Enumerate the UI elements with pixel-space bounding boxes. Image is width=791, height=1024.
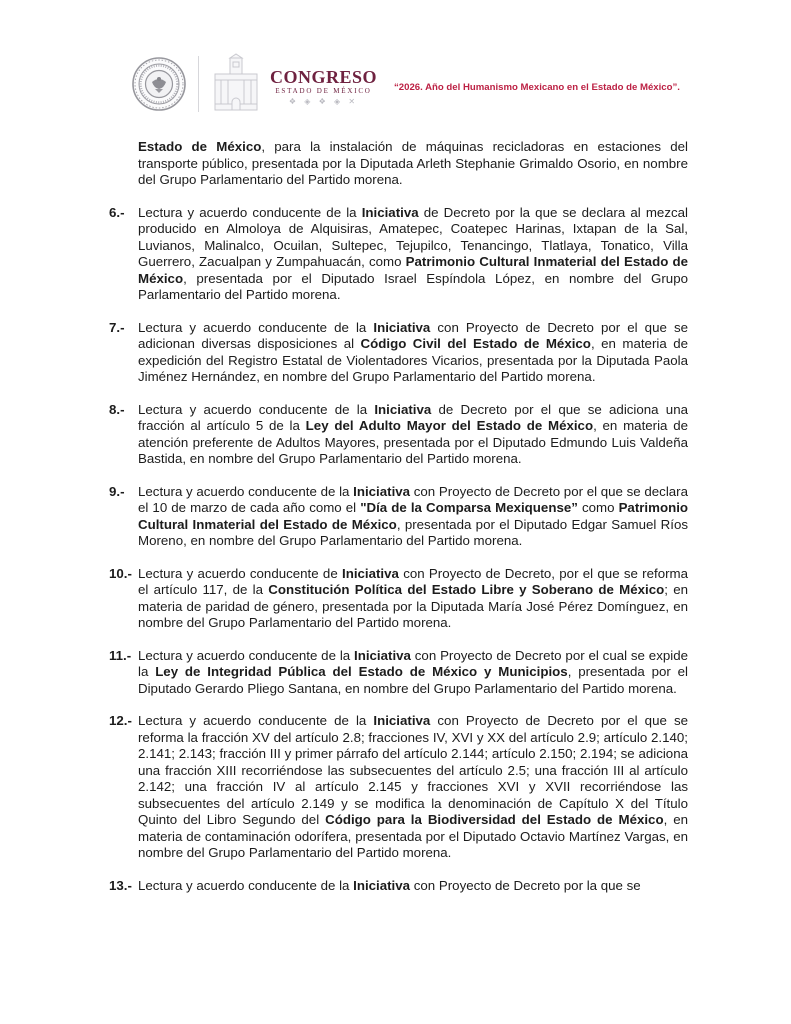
item-text: Lectura y acuerdo conducente de la Iniciativa con Proyecto de Decreto por el que se declara el 10 de marzo de cada año como el "Día de la Comparsa Mexiquense” como Patrimonio Cultural Inmaterial del Estado de México, presentada por el Diputado Edgar Samuel Ríos Moreno, en nombre del Grupo Parlamentario del Partido morena.	[138, 483, 689, 548]
agenda-item	[109, 878, 688, 895]
item-text: Lectura y acuerdo conducente de Iniciativa con Proyecto de Decreto, por el que se reforma el artículo 117, de la Constitución Política del Estado Libre y Soberano de México; en materia de paridad de género, presentada por la Diputada María José Pérez Domínguez, en nombre del Grupo Parlamentario del Partido morena.	[138, 565, 688, 630]
agenda-document	[109, 139, 688, 894]
item-number: 7.-	[109, 319, 125, 335]
congress-wordmark-subtitle: ESTADO DE MÉXICO	[275, 87, 372, 95]
congress-wordmark-group	[270, 68, 377, 106]
item-number: 6.-	[109, 204, 125, 220]
item-number: 8.-	[109, 401, 125, 417]
agenda-item	[109, 402, 688, 468]
year-slogan: “2026. Año del Humanismo Mexicano en el Estado de México”.	[394, 82, 680, 93]
item-number: 9.-	[109, 483, 125, 499]
item-text: Lectura y acuerdo conducente de la Iniciativa con Proyecto de Decreto por el que se adicionan diversas disposiciones al Código Civil del Estado de México, en materia de expedición del Registro Estatal de Violentadores Vicarios, presentada por la Diputada Paola Jiménez Hernández, en nombre del Grupo Parlamentario del Partido morena.	[138, 319, 688, 384]
item-number: 10.-	[109, 565, 132, 581]
header-divider	[198, 56, 199, 112]
congress-building-icon	[210, 52, 262, 116]
item-number: 11.-	[109, 647, 132, 663]
agenda-item	[109, 320, 688, 386]
item-number: 13.-	[109, 877, 132, 893]
item-text: Lectura y acuerdo conducente de la Iniciativa con Proyecto de Decreto por el que se reforma la fracción XV del artículo 2.8; fracciones IV, XVI y XX del artículo 2.9; artículo 2.140; 2.141; 2.143; fracción III y primer párrafo del artículo 2.144; artículo 2.150; 2.194; se adiciona una fracción XIII recorriéndose las subsecuentes del artículo 2.5; una fracción III al artículo 2.142; una fracción IV al artículo 2.145 y fracciones XVI y XVII recorriéndose las subsecuentes del artículo 2.149 y se modifica la denominación de Capítulo X del Título Quinto del Libro Segundo del Código para la Biodiversidad del Estado de México, en materia de contaminación odorífera, presentada por el Diputado Octavio Martínez Vargas, en nombre del Grupo Parlamentario del Partido morena.	[138, 713, 688, 860]
item-number: 12.-	[109, 713, 132, 728]
agenda-item	[109, 205, 688, 304]
page-header	[0, 50, 791, 120]
agenda-items	[109, 205, 688, 895]
item-text: Lectura y acuerdo conducente de la Iniciativa de Decreto por la que se declara al mezcal producido en Almoloya de Alquisiras, Amatepec, Coatepec Harinas, Ixtapan de la Sal, Luvianos, Malinalco, Ocuilan, Sultepec, Tejupilco, Tenancingo, Tlatlaya, Tonatico, Villa Guerrero, Zacualpan y Zumpahuacán, como Patrimonio Cultural Inmaterial del Estado de México, presentada por el Diputado Israel Espíndola López, en nombre del Grupo Parlamentario del Partido morena.	[138, 204, 688, 302]
item-text: Lectura y acuerdo conducente de la Iniciativa con Proyecto de Decreto por el cual se expide la Ley de Integridad Pública del Estado de México y Municipios, presentada por el Diputado Gerardo Pliego Santana, en nombre del Grupo Parlamentario del Partido morena.	[138, 647, 688, 696]
agenda-item	[109, 484, 688, 550]
intro-paragraph: Estado de México, para la instalación de máquinas recicladoras en estaciones del transporte público, presentada por la Diputada Arleth Stephanie Grimaldo Osorio, en nombre del Grupo Parlamentario del Partido morena.	[138, 139, 688, 187]
agenda-item	[109, 713, 688, 862]
agenda-item	[109, 566, 688, 632]
state-seal-icon	[131, 52, 187, 116]
congress-wordmark: CONGRESO	[270, 67, 378, 87]
agenda-item	[109, 648, 688, 698]
item-text: Lectura y acuerdo conducente de la Iniciativa con Proyecto de Decreto por la que se	[138, 877, 641, 893]
congress-brand	[131, 52, 377, 116]
item-text: Lectura y acuerdo conducente de la Iniciativa de Decreto por el que se adiciona una fracción al artículo 5 de la Ley del Adulto Mayor del Estado de México, en materia de atención preferente de Adultos Mayores, presentada por el Diputado Edmundo Luis Valdeña Bastida, en nombre del Grupo Parlamentario del Partido morena.	[138, 401, 688, 466]
ornament-glyphs-icon: ❖ ◈ ❖ ◈ ✕	[288, 97, 359, 106]
